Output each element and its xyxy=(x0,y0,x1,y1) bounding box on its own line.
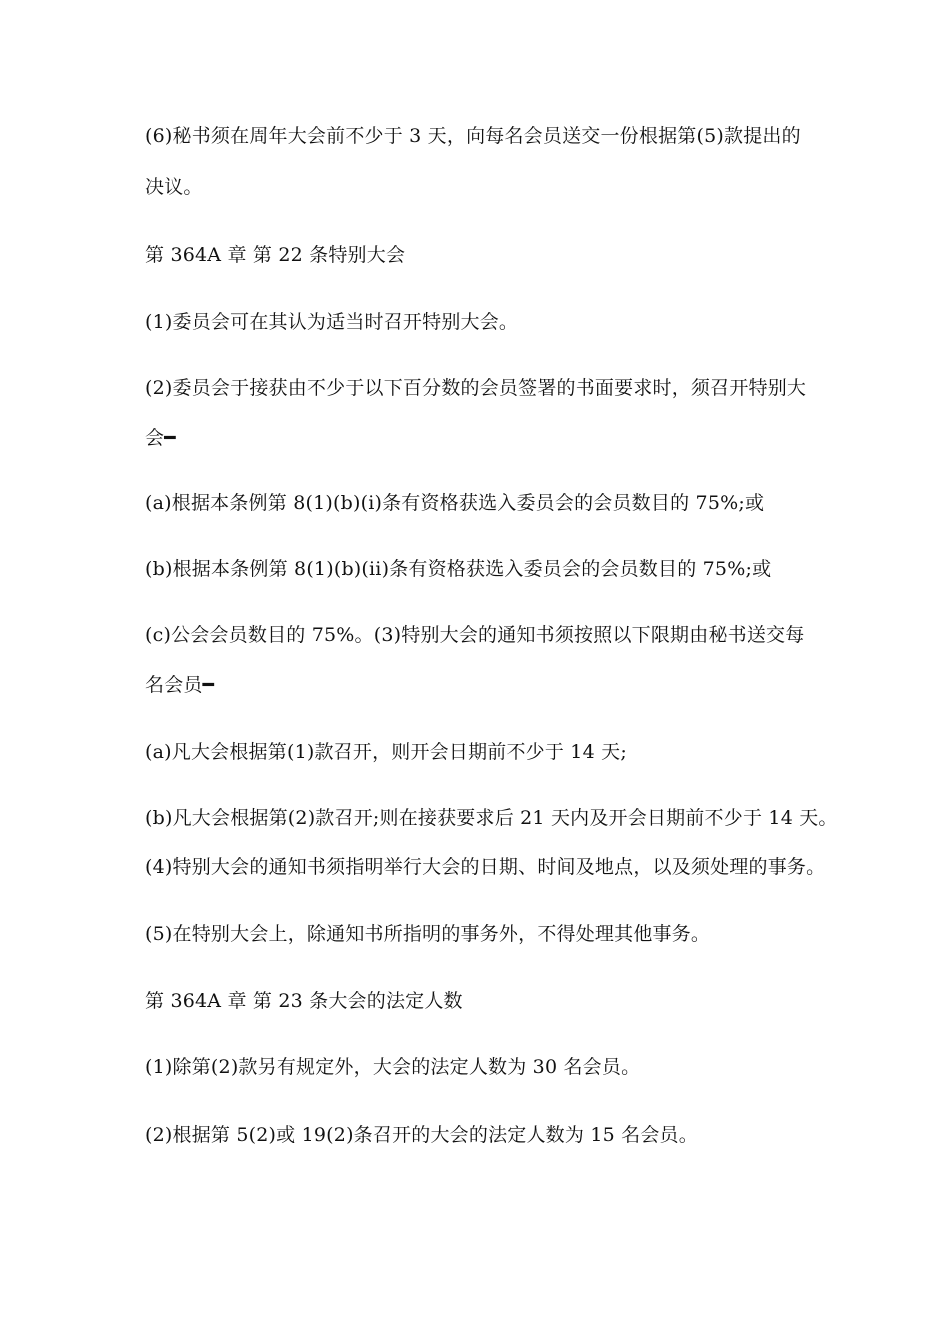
text-line: (6)秘书须在周年大会前不少于 3 天，向每名会员送交一份根据第(5)款提出的 xyxy=(145,125,801,147)
text-line: (5)在特别大会上，除通知书所指明的事务外，不得处理其他事务。 xyxy=(145,923,711,945)
text-line: 决议。 xyxy=(145,176,203,198)
text-line: (4)特别大会的通知书须指明举行大会的日期、时间及地点，以及须处理的事务。 xyxy=(145,856,826,878)
text-line: (c)公会会员数目的 75%。(3)特别大会的通知书须按照以下限期由秘书送交每 xyxy=(145,624,805,646)
text-line: (a)根据本条例第 8(1)(b)(i)条有资格获选入委员会的会员数目的 75%;或 xyxy=(145,492,765,514)
text-line: (1)除第(2)款另有规定外，大会的法定人数为 30 名会员。 xyxy=(145,1056,641,1078)
section-heading: 第 364A 章 第 22 条特别大会 xyxy=(145,244,406,266)
section-heading: 第 364A 章 第 23 条大会的法定人数 xyxy=(145,990,463,1012)
text-line: 名会员━ xyxy=(145,674,215,696)
text-line: (1)委员会可在其认为适当时召开特别大会。 xyxy=(145,311,519,333)
text-line: 会━ xyxy=(145,427,176,449)
text-line: (a)凡大会根据第(1)款召开，则开会日期前不少于 14 天; xyxy=(145,741,627,763)
text-line: (b)根据本条例第 8(1)(b)(ii)条有资格获选入委员会的会员数目的 75%;或 xyxy=(145,558,772,580)
text-line: (b)凡大会根据第(2)款召开;则在接获要求后 21 天内及开会日期前不少于 14 天。 xyxy=(145,807,838,829)
text-line: (2)根据第 5(2)或 19(2)条召开的大会的法定人数为 15 名会员。 xyxy=(145,1124,698,1146)
text-line: (2)委员会于接获由不少于以下百分数的会员签署的书面要求时，须召开特别大 xyxy=(145,377,807,399)
